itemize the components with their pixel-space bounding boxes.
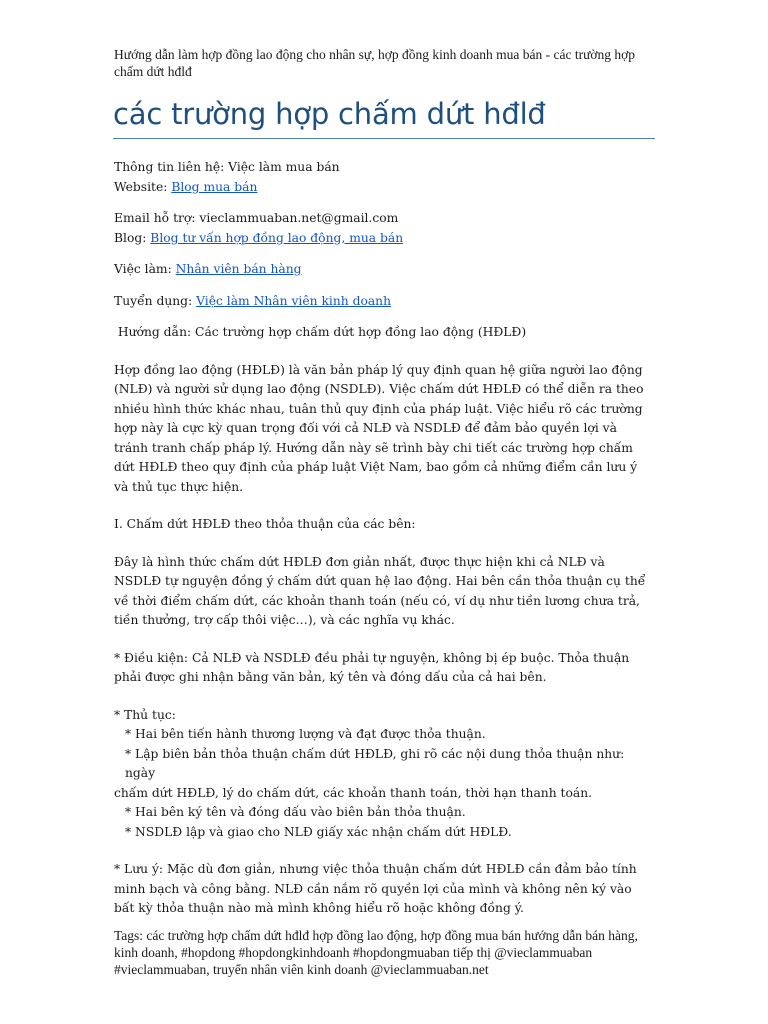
- condition-paragraph: * Điều kiện: Cả NLĐ và NSDLĐ đều phải tự nguyện, không bị ép buộc. Thỏa thuận phải được ghi nhận bằng văn bản, ký tên và đóng dấu của cả hai bên.: [114, 650, 630, 684]
- blog-label: Blog:: [114, 230, 151, 245]
- procedure-step: * Lập biên bản thỏa thuận chấm dứt HĐLĐ, ghi rõ các nội dung thỏa thuận như: ngày: [125, 746, 625, 780]
- website-line: [114, 178, 654, 198]
- guide-heading: Hướng dẫn: Các trường hợp chấm dứt hợp đồng lao động (HĐLĐ): [114, 325, 527, 339]
- procedure-step: * Hai bên ký tên và đóng dấu vào biên bản thỏa thuận.: [125, 805, 466, 819]
- section1-body: Đây là hình thức chấm dứt HĐLĐ đơn giản nhất, được thực hiện khi cả NLĐ và NSDLĐ tự nguyện đồng ý chấm dứt quan hệ lao động. Hai bên cần thỏa thuận cụ thể về thời điểm chấm dứt, các khoản thanh toán (nếu có, ví dụ như tiền lương chưa trả, tiền thưởng, trợ cấp thôi việc…), và các nghĩa vụ khác.: [114, 554, 646, 627]
- note-paragraph: * Lưu ý: Mặc dù đơn giản, nhưng việc thỏa thuận chấm dứt HĐLĐ cần đảm bảo tính minh bạch và công bằng. NLĐ cần nắm rõ quyền lợi của mình và không nên ký vào bất kỳ thỏa thuận nào mà mình không hiểu rõ hoặc không đồng ý.: [114, 862, 637, 915]
- website-label: Website:: [114, 179, 172, 194]
- page-header: Hướng dẫn làm hợp đồng lao động cho nhân sự, hợp đồng kinh doanh mua bán - các trường hợp chấm dứt hđlđ: [114, 47, 636, 79]
- blog-link[interactable]: Blog tư vấn hợp đồng lao động, mua bán: [150, 230, 404, 245]
- page-title: các trường hợp chấm dứt hđlđ: [113, 97, 546, 131]
- blog-line: [114, 229, 654, 249]
- title-underline: [113, 138, 655, 139]
- section1-title: I. Chấm dứt HĐLĐ theo thỏa thuận của các bên:: [114, 517, 416, 531]
- procedure-step: * Hai bên tiến hành thương lượng và đạt được thỏa thuận.: [125, 727, 486, 741]
- tags-footer: Tags: các trường hợp chấm dứt hđlđ hợp đồng lao động, hợp đồng mua bán hướng dẫn bán hàng, kinh doanh, #hopdong #hopdongkinhdoanh #hopdongmuaban tiếp thị @vieclammuaban #vieclammuaban, truyển nhân viên kinh doanh @vieclammuaban.net: [114, 928, 638, 977]
- procedure-step: * NSDLĐ lập và giao cho NLĐ giấy xác nhận chấm dứt HĐLĐ.: [125, 824, 512, 839]
- job-link[interactable]: Nhân viên bán hàng: [175, 262, 302, 276]
- intro-paragraph: Hợp đồng lao động (HĐLĐ) là văn bản pháp lý quy định quan hệ giữa người lao động (NLĐ) và người sử dụng lao động (NSDLĐ). Việc chấm dứt HĐLĐ có thể diễn ra theo nhiều hình thức khác nhau, tuân thủ quy định của pháp luật. Việc hiểu rõ các trường hợp này là cực kỳ quan trọng đối với cả NLĐ và NSDLĐ để đảm bảo quyền lợi và tránh tranh chấp pháp lý. Hướng dẫn này sẽ trình bày chi tiết các trường hợp chấm dứt HĐLĐ theo quy định của pháp luật Việt Nam, bao gồm cả những điểm cần lưu ý và thủ tục thực hiện.: [114, 362, 644, 494]
- job-label: Việc làm:: [114, 262, 176, 276]
- email-line: Email hỗ trợ: vieclammuaban.net@gmail.com: [114, 211, 399, 225]
- procedure-step-continued: chấm dứt HĐLĐ, lý do chấm dứt, các khoản thanh toán, thời hạn thanh toán.: [114, 785, 593, 800]
- contact-info: Thông tin liên hệ: Việc làm mua bán: [114, 160, 340, 174]
- recruit-line: [114, 292, 654, 312]
- website-link[interactable]: Blog mua bán: [171, 179, 258, 194]
- document-body: [114, 158, 654, 919]
- recruit-link[interactable]: Việc làm Nhân viên kinh doanh: [196, 293, 392, 308]
- job-line: [114, 260, 654, 280]
- recruit-label: Tuyển dụng:: [114, 293, 197, 308]
- procedure-title: * Thủ tục:: [114, 707, 176, 722]
